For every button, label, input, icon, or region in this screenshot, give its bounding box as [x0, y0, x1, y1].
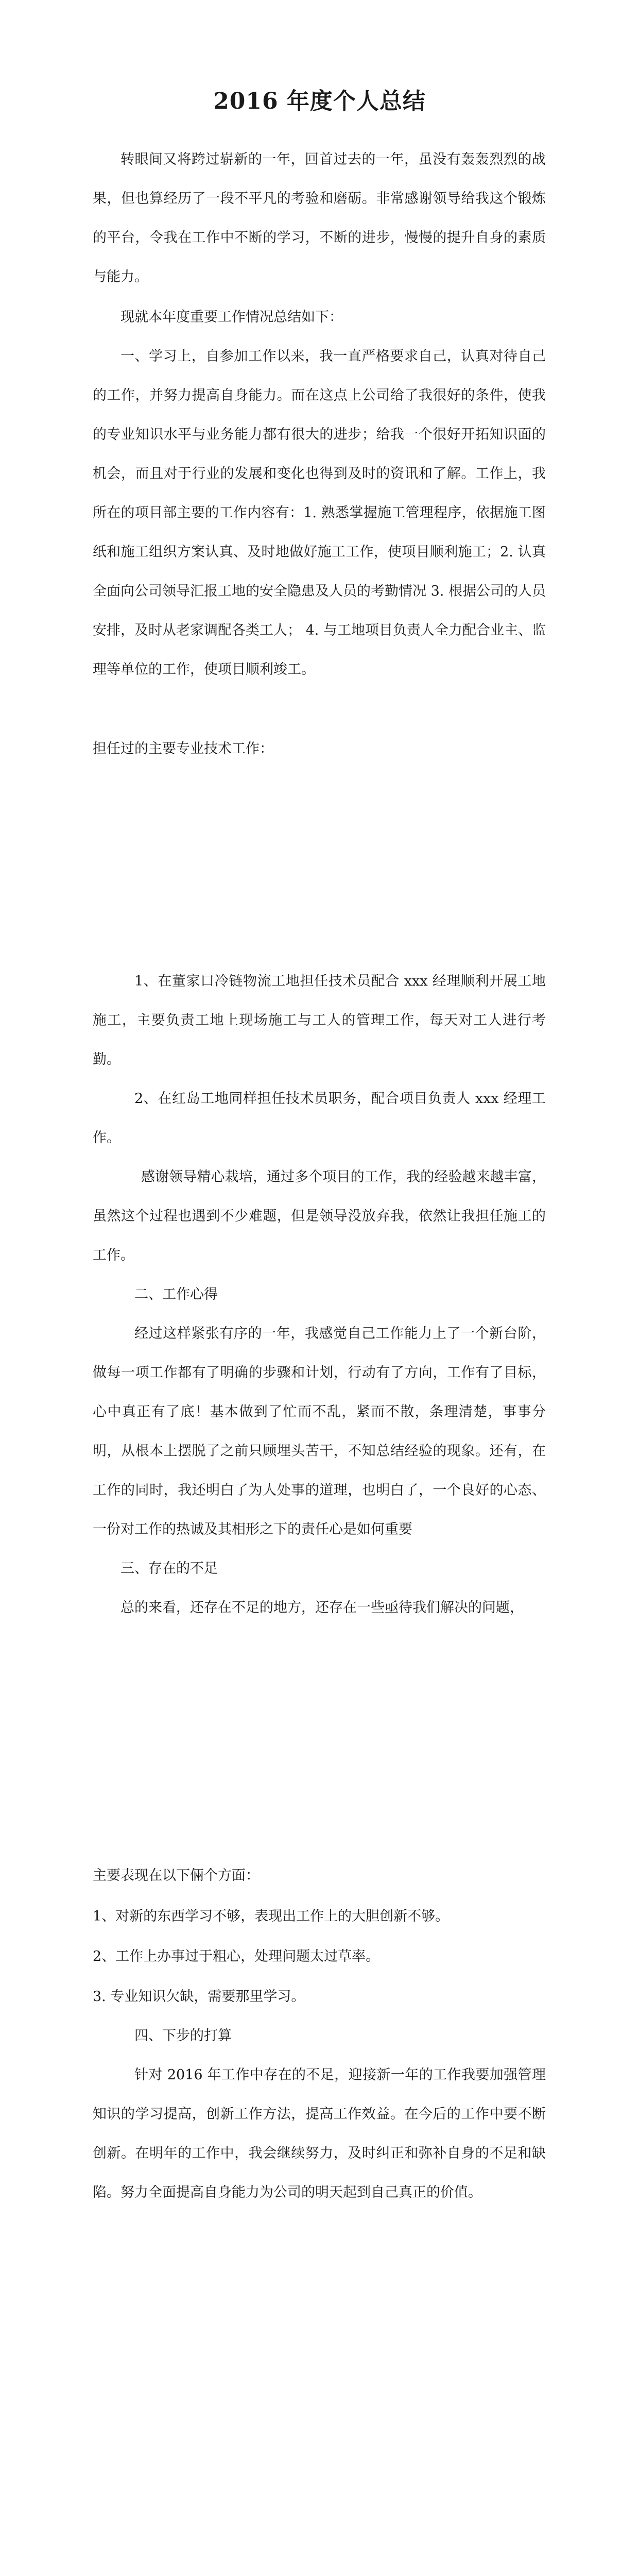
- paragraph-thanks: 感谢领导精心栽培，通过多个项目的工作，我的经验越来越丰富，虽然这个过程也遇到不少难题，但是领导没放弃我，依然让我担任施工的工作。: [93, 1169, 546, 1263]
- paragraph-tech-2: 2、在红岛工地同样担任技术员职务，配合项目负责人 xxx 经理工作。: [93, 1091, 546, 1146]
- document-title: 2016 年度个人总结: [213, 88, 426, 114]
- heading-work-experience: 二、工作心得: [134, 1286, 218, 1302]
- paragraph-shortcoming: 总的来看，还存在不足的地方，还存在一些亟待我们解决的问题，: [120, 1600, 524, 1616]
- paragraph-plan: 针对 2016 年工作中存在的不足，迎接新一年的工作我要加强管理知识的学习提高，创新工作方法，提高工作效益。在今后的工作中要不断创新。在明年的工作中，我会继续努力，及时纠正和弥补自身的不足和缺陷。努力全面提高自身能力为公司的明天起到自己真正的价值。: [93, 2067, 546, 2200]
- paragraph-summary-intro: 现就本年度重要工作情况总结如下：: [120, 309, 343, 325]
- list-item-1: 1、对新的东西学习不够，表现出工作上的大胆创新不够。: [93, 1908, 450, 1924]
- paragraph-experience: 经过这样紧张有序的一年，我感觉自己工作能力上了一个新台阶，做每一项工作都有了明确的步骤和计划，行动有了方向，工作有了目标，心中真正有了底！基本做到了忙而不乱，紧而不散，条理清楚，事事分明，从根本上摆脱了之前只顾埋头苦干，不知总结经验的现象。还有，在工作的同时，我还明白了为人处事的道理，也明白了，一个良好的心态、一份对工作的热诚及其相形之下的责任心是如何重要: [93, 1326, 546, 1537]
- list-item-2: 2、工作上办事过于粗心，处理问题太过草率。: [93, 1948, 380, 1964]
- list-item-3: 3. 专业知识欠缺，需要那里学习。: [93, 1989, 305, 2005]
- paragraph-study: 一、学习上，自参加工作以来，我一直严格要求自己，认真对待自己的工作，并努力提高自身能力。而在这点上公司给了我很好的条件，使我的专业知识水平与业务能力都有很大的进步；给我一个很好开拓知识面的机会，而且对于行业的发展和变化也得到及时的资讯和了解。工作上，我所在的项目部主要的工作内容有：1. 熟悉掌握施工管理程序，依据施工图纸和施工组织方案认真、及时地做好施工工作，使项目顺利施工；2. 认真全面向公司领导汇报工地的安全隐患及人员的考勤情况 3. 根据公司的人员安排，及时从老家调配各类工人； 4. 与工地项目负责人全力配合业主、监理等单位的工作，使项目顺利竣工。: [93, 348, 546, 677]
- paragraph-intro: 转眼间又将跨过崭新的一年，回首过去的一年，虽没有轰轰烈烈的战果，但也算经历了一段不平凡的考验和磨砺。非常感谢领导给我这个锻炼的平台，令我在工作中不断的学习，不断的进步，慢慢的提升自身的素质与能力。: [93, 151, 546, 285]
- tech-work-label: 担任过的主要专业技术工作：: [93, 741, 273, 757]
- paragraph-manifest: 主要表现在以下倆个方面：: [93, 1868, 260, 1884]
- heading-shortcomings: 三、存在的不足: [120, 1561, 218, 1577]
- paragraph-tech-1: 1、在董家口冷链物流工地担任技术员配合 xxx 经理顺利开展工地施工，主要负责工地上现场施工与工人的管理工作，每天对工人进行考勤。: [93, 973, 546, 1067]
- heading-next-plan: 四、下步的打算: [134, 2028, 232, 2044]
